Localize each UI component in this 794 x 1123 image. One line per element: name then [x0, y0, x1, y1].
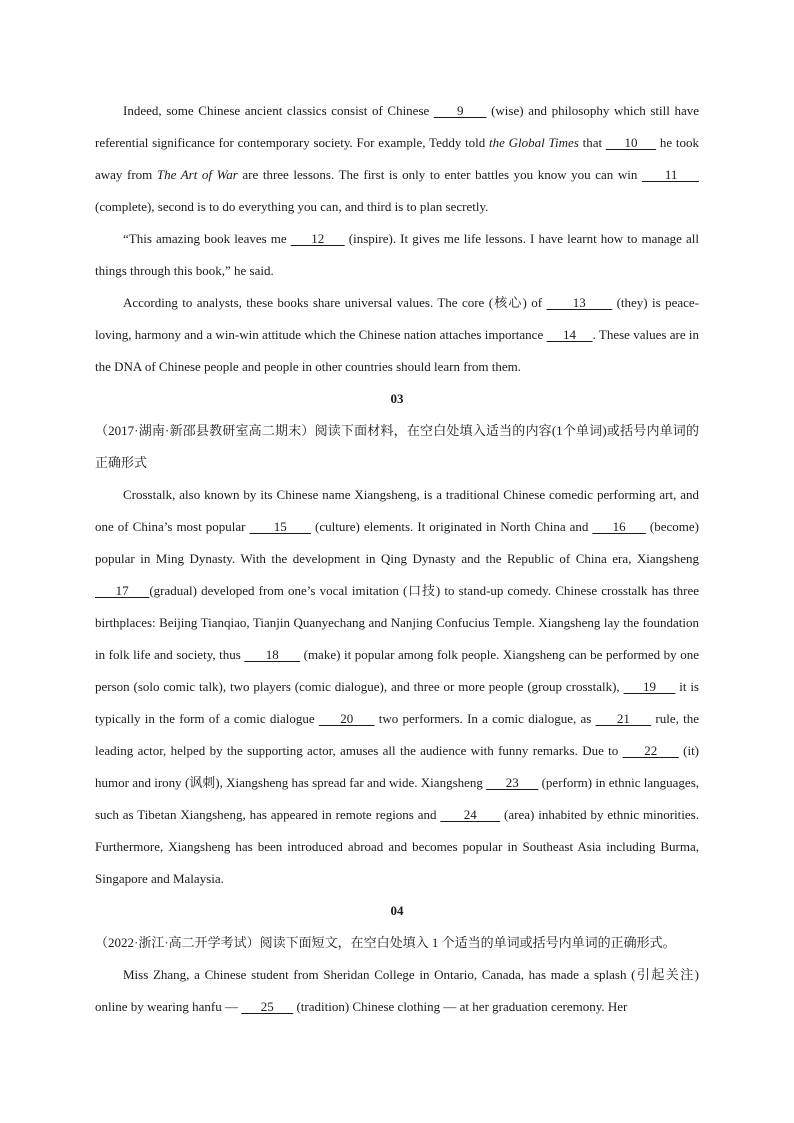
blank-18[interactable]: 18 [244, 647, 301, 662]
blank-19[interactable]: 19 [623, 679, 676, 694]
text-run: (complete), second is to do everything you can, and third is to plan secretly. [95, 199, 489, 214]
blank-15[interactable]: 15 [249, 519, 311, 534]
paragraph-hanfu [95, 959, 699, 1023]
text-run: Crosstalk, also known by its Chinese name Xiangsheng, is a traditional Chinese comedic performing art, and one of China’s most popular [95, 487, 699, 534]
blank-13[interactable]: 13 [546, 295, 613, 310]
blank-10[interactable]: 10 [605, 135, 657, 150]
blank-20[interactable]: 20 [318, 711, 375, 726]
blank-12[interactable]: 12 [290, 231, 345, 246]
text-run: rule, the leading actor, helped by the supporting actor, amuses all the audience with funny remarks. Due to [95, 711, 699, 758]
section-number-03: 03 [390, 391, 404, 406]
blank-16[interactable]: 16 [592, 519, 646, 534]
document-content [95, 95, 699, 1023]
text-run: (make) it popular among folk people. Xiangsheng can be performed by one person (solo comic talk), two players (comic dialogue), and three or more people (group crosstalk), [95, 647, 700, 694]
blank-24[interactable]: 24 [440, 807, 501, 822]
text-run: Miss Zhang, a Chinese student from Sheridan College in Ontario, Canada, has made a splash (引起关注) online by wearing hanfu — [95, 967, 699, 1014]
paragraph-quote [95, 223, 699, 287]
blank-22[interactable]: 22 [622, 743, 679, 758]
text-run: (area) inhabited by ethnic minorities. Furthermore, Xiangsheng has been introduced abroad and becomes popular in Southeast Asia including Burma, Singapore and Malaysia. [95, 807, 699, 886]
text-run: . These values are in the DNA of Chinese people and people in other countries should learn from them. [95, 327, 700, 374]
text-run: are three lessons. The first is only to enter battles you know you can win [237, 167, 642, 182]
blank-25[interactable]: 25 [241, 999, 294, 1014]
text-run: (gradual) developed from one’s vocal imitation (口技) to stand-up comedy. Chinese crosstalk has three birthplaces: Beijing Tianqiao, Tianjin Quanyechang and Nanjing Confucius Temple. Xiangsheng lay the foundation in folk life and society, thus [95, 583, 700, 662]
text-run: (they) is peace-loving, harmony and a win-win attitude which the Chinese nation attaches importance [95, 295, 699, 342]
text-run: (inspire). It gives me life lessons. I have learnt how to manage all things through this book,” he said. [95, 231, 699, 278]
paragraph-crosstalk [95, 479, 699, 895]
italic-title: the Global Times [489, 135, 579, 150]
text-run: “This amazing book leaves me [123, 231, 291, 246]
blank-11[interactable]: 11 [641, 167, 699, 182]
text-run: (tradition) Chinese clothing — at her graduation ceremony. Her [293, 999, 628, 1014]
blank-14[interactable]: 14 [546, 327, 593, 342]
blank-17[interactable]: 17 [95, 583, 150, 598]
text-run: two performers. In a comic dialogue, as [374, 711, 596, 726]
italic-title: The Art of War [156, 167, 238, 182]
paragraph-analysts [95, 287, 699, 383]
blank-9[interactable]: 9 [433, 103, 487, 118]
text-run: that [578, 135, 606, 150]
text-run: According to analysts, these books share universal values. The core (核心) of [123, 295, 547, 310]
paragraph-wisdom [95, 95, 699, 223]
section-instruction-04: （2022·浙江·高二开学考试）阅读下面短文，在空白处填入 1 个适当的单词或括号内单词的正确形式。 [95, 935, 676, 950]
text-run: (perform) in ethnic languages, such as Tibetan Xiangsheng, has appeared in remote regions and [95, 775, 700, 822]
blank-21[interactable]: 21 [595, 711, 652, 726]
section-instruction-03: （2017·湖南·新邵县教研室高二期末）阅读下面材料，在空白处填入适当的内容(1个单词)或括号内单词的正确形式 [95, 423, 699, 470]
text-run: (wise) and philosophy which still have referential significance for contemporary society. For example, Teddy told [95, 103, 699, 150]
text-run: (culture) elements. It originated in North China and [311, 519, 593, 534]
text-run: it is typically in the form of a comic dialogue [95, 679, 699, 726]
blank-23[interactable]: 23 [486, 775, 539, 790]
text-run: Indeed, some Chinese ancient classics consist of Chinese [123, 103, 434, 118]
section-number-04: 04 [390, 903, 404, 918]
text-run: (it) humor and irony (讽刺), Xiangsheng has spread far and wide. Xiangsheng [95, 743, 700, 790]
text-run: (become) popular in Ming Dynasty. With the development in Qing Dynasty and the Republic of China era, Xiangsheng [95, 519, 699, 566]
text-run: he took away from [95, 135, 700, 182]
